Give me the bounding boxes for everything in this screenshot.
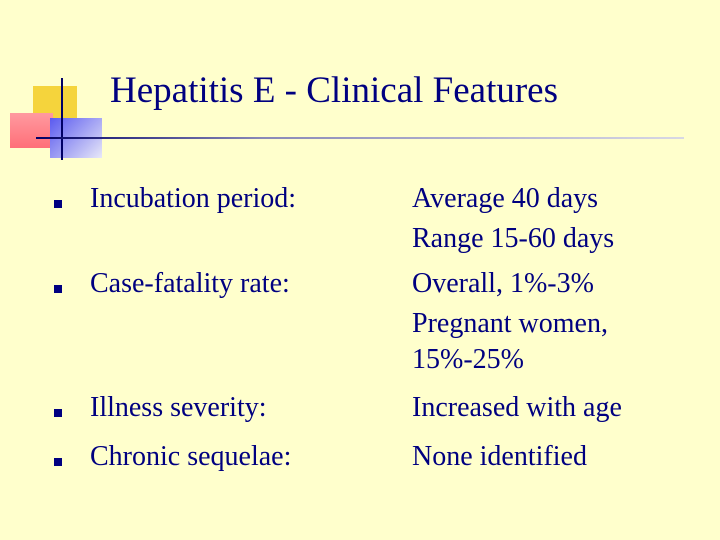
title-underline: [36, 137, 684, 139]
row-value-case-fatality-pregnant: Pregnant women,: [412, 308, 608, 339]
bullet-icon: [54, 285, 62, 293]
row-value-chronic-sequelae: None identified: [412, 441, 587, 472]
bullet-icon: [54, 409, 62, 417]
bullet-icon: [54, 200, 62, 208]
slide-title: Hepatitis E - Clinical Features: [110, 70, 558, 111]
row-label-illness-severity: Illness severity:: [90, 392, 267, 423]
row-value-incubation-average: Average 40 days: [412, 183, 599, 214]
row-label-incubation: Incubation period:: [90, 183, 297, 214]
bullet-icon: [54, 458, 62, 466]
row-value-incubation-range: Range 15-60 days: [412, 223, 615, 254]
row-label-case-fatality: Case-fatality rate:: [90, 268, 290, 299]
row-label-chronic-sequelae: Chronic sequelae:: [90, 441, 292, 472]
row-value-case-fatality-pregnant-range: 15%-25%: [412, 344, 524, 375]
decorative-pink-square: [10, 113, 53, 148]
row-value-case-fatality-overall: Overall, 1%-3%: [412, 268, 594, 299]
decorative-vertical-line: [61, 78, 63, 160]
row-value-illness-severity: Increased with age: [412, 392, 622, 423]
